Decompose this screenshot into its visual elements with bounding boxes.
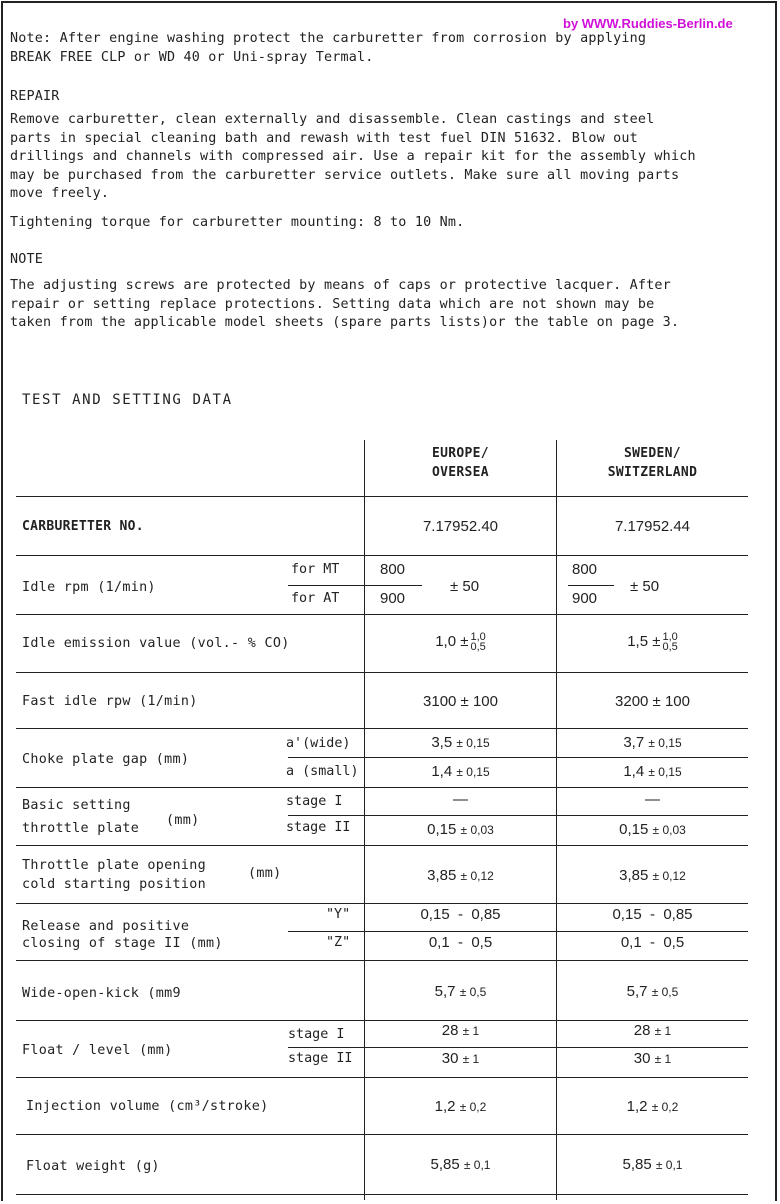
float-level-sweden-stage2: 30 ± 1 xyxy=(633,1050,672,1067)
fast-idle-sweden-value: 3200 ± 100 xyxy=(615,693,690,710)
repair-heading: REPAIR xyxy=(10,89,60,104)
carburetter-europe-value: 7.17952.40 xyxy=(422,518,499,535)
fast-idle-europe-value: 3100 ± 100 xyxy=(423,693,498,710)
float-level-sub-stage2: stage II xyxy=(288,1051,353,1066)
injection-sweden: 1,2 ± 0,2 xyxy=(626,1098,679,1115)
idle-emission-europe-value: 1,0 ± 1,0 0,5 xyxy=(435,631,486,653)
throttle-opening-europe: 3,85 ± 0,12 xyxy=(427,867,494,884)
row-label-idle-rpm: Idle rpm (1/min) xyxy=(22,580,156,595)
table-title: TEST AND SETTING DATA xyxy=(22,392,233,408)
throttle-opening-sweden: 3,85 ± 0,12 xyxy=(619,867,686,884)
choke-sweden-small: 1,4 ± 0,15 xyxy=(623,763,682,780)
row-label-fast-idle: Fast idle rpw (1/min) xyxy=(22,694,198,709)
note2-paragraph: The adjusting screws are protected by means of caps or protective lacquer. After repair or setting replace protections. Setting data which are not shown may be taken from the applicable model sheets (spare parts lists)or the table on page 3. xyxy=(10,278,680,330)
release-sub-z: "Z" xyxy=(326,935,351,950)
idle-rpm-sweden-at: 900 xyxy=(572,590,598,607)
choke-sub-small: a (small) xyxy=(286,764,359,779)
basic-setting-europe-stage1: — xyxy=(453,791,468,808)
idle-rpm-europe-at: 900 xyxy=(380,590,406,607)
basic-setting-europe-stage2: 0,15 ± 0,03 xyxy=(427,821,494,838)
torque-line: Tightening torque for carburetter mounting: 8 to 10 Nm. xyxy=(10,215,465,230)
watermark-link[interactable]: by WWW.Ruddies-Berlin.de xyxy=(563,16,733,31)
choke-europe-wide: 3,5 ± 0,15 xyxy=(431,734,490,751)
basic-setting-unit: (mm) xyxy=(166,813,200,828)
carburetter-sweden-value: 7.17952.44 xyxy=(614,518,691,535)
idle-emission-sweden-value: 1,5 ± 1,0 0,5 xyxy=(627,631,678,653)
row-label-injection: Injection volume (cm³/stroke) xyxy=(26,1099,269,1114)
column-header-sweden: SWEDEN/ SWITZERLAND xyxy=(607,446,698,480)
idle-rpm-sweden-mt: 800 xyxy=(572,561,598,578)
row-label-release-1: Release and positive xyxy=(22,919,190,934)
repair-paragraph: Remove carburetter, clean externally and disassemble. Clean castings and steel parts in special cleaning bath and rewash with test fuel DIN 51632. Blow out drillings and channels with compressed air. Use a repair kit for the assembly which may be purchased from the carburetter service outlets. Make sure all moving parts move freely. xyxy=(10,112,696,201)
basic-setting-sweden-stage1: — xyxy=(645,791,660,808)
note-heading: NOTE xyxy=(10,252,44,267)
release-sweden-z: 0,1 - 0,5 xyxy=(620,934,685,951)
row-label-float-weight: Float weight (g) xyxy=(26,1159,160,1174)
row-label-throttle-opening-2: cold starting position xyxy=(22,877,206,892)
note-paragraph: Note: After engine washing protect the carburetter from corrosion by applying BREAK FREE CLP or WD 40 or Uni-spray Termal. xyxy=(10,31,647,65)
basic-setting-sub-stage1: stage I xyxy=(286,794,343,809)
release-sweden-y: 0,15 - 0,85 xyxy=(612,906,693,923)
row-label-wide-open-kick: Wide-open-kick (mm9 xyxy=(22,986,181,1001)
row-label-basic-setting-2: throttle plate xyxy=(22,821,140,836)
float-level-europe-stage2: 30 ± 1 xyxy=(441,1050,480,1067)
wide-open-kick-europe: 5,7 ± 0,5 xyxy=(434,983,487,1000)
wide-open-kick-sweden: 5,7 ± 0,5 xyxy=(626,983,679,1000)
idle-rpm-europe-mt: 800 xyxy=(380,561,406,578)
injection-europe: 1,2 ± 0,2 xyxy=(434,1098,487,1115)
float-level-sweden-stage1: 28 ± 1 xyxy=(633,1022,672,1039)
basic-setting-sweden-stage2: 0,15 ± 0,03 xyxy=(619,821,686,838)
release-europe-z: 0,1 - 0,5 xyxy=(428,934,493,951)
idle-rpm-europe-tol: ± 50 xyxy=(450,578,480,595)
row-label-basic-setting-1: Basic setting xyxy=(22,798,131,813)
float-level-europe-stage1: 28 ± 1 xyxy=(441,1022,480,1039)
row-label-float-level: Float / level (mm) xyxy=(22,1043,173,1058)
throttle-opening-unit: (mm) xyxy=(248,866,282,881)
column-header-europe: EUROPE/ OVERSEA xyxy=(432,446,489,480)
choke-sweden-wide: 3,7 ± 0,15 xyxy=(623,734,682,751)
idle-rpm-sub-mt: for MT xyxy=(291,562,340,577)
idle-rpm-sweden-tol: ± 50 xyxy=(630,578,660,595)
idle-rpm-sub-at: for AT xyxy=(291,591,340,606)
row-label-carburetter: CARBURETTER NO. xyxy=(22,519,144,534)
float-weight-sweden: 5,85 ± 0,1 xyxy=(622,1156,683,1173)
basic-setting-sub-stage2: stage II xyxy=(286,820,351,835)
release-europe-y: 0,15 - 0,85 xyxy=(420,906,501,923)
float-weight-europe: 5,85 ± 0,1 xyxy=(430,1156,491,1173)
row-label-throttle-opening-1: Throttle plate opening xyxy=(22,858,206,873)
release-sub-y: "Y" xyxy=(326,907,351,922)
row-label-choke: Choke plate gap (mm) xyxy=(22,752,190,767)
row-label-release-2: closing of stage II (mm) xyxy=(22,936,223,951)
choke-sub-wide: a'(wide) xyxy=(286,736,351,751)
float-level-sub-stage1: stage I xyxy=(288,1027,345,1042)
choke-europe-small: 1,4 ± 0,15 xyxy=(431,763,490,780)
row-label-idle-emission: Idle emission value (vol.- % CO) xyxy=(22,636,290,651)
